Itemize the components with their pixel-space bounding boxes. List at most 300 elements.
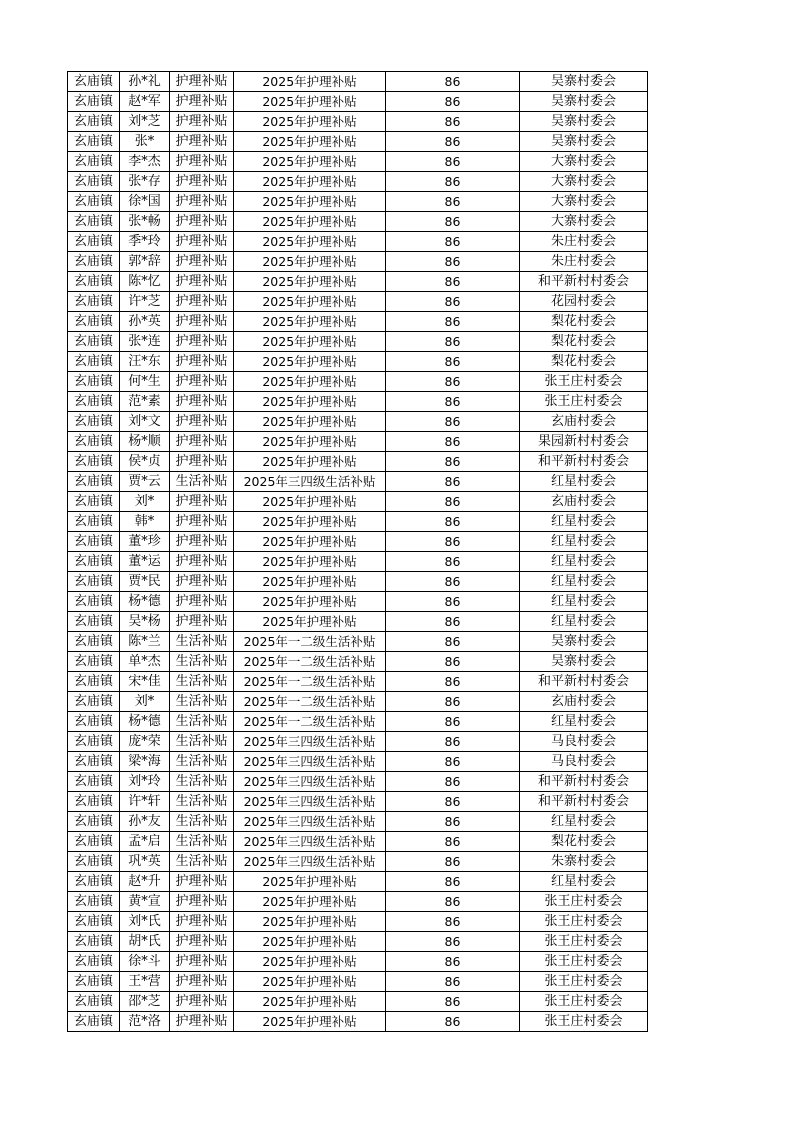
amount-cell: 86 (386, 232, 520, 252)
amount-cell: 86 (386, 952, 520, 972)
committee-cell: 和平新村村委会 (520, 272, 648, 292)
committee-cell: 马良村委会 (520, 752, 648, 772)
committee-cell: 玄庙村委会 (520, 412, 648, 432)
name-cell: 侯*贞 (120, 452, 170, 472)
name-cell: 范*素 (120, 392, 170, 412)
item-cell: 2025年一二级生活补贴 (234, 652, 386, 672)
table-row (68, 872, 648, 892)
category-cell: 护理补贴 (170, 452, 234, 472)
name-cell: 许*芝 (120, 292, 170, 312)
table-row (68, 912, 648, 932)
amount-cell: 86 (386, 572, 520, 592)
committee-cell: 红星村委会 (520, 612, 648, 632)
category-cell: 护理补贴 (170, 372, 234, 392)
amount-cell: 86 (386, 1012, 520, 1032)
table-row (68, 552, 648, 572)
table-row (68, 772, 648, 792)
category-cell: 护理补贴 (170, 252, 234, 272)
category-cell: 护理补贴 (170, 552, 234, 572)
table-row (68, 232, 648, 252)
amount-cell: 86 (386, 512, 520, 532)
item-cell: 2025年护理补贴 (234, 572, 386, 592)
item-cell: 2025年护理补贴 (234, 612, 386, 632)
name-cell: 邵*芝 (120, 992, 170, 1012)
town-cell: 玄庙镇 (68, 372, 120, 392)
committee-cell: 红星村委会 (520, 512, 648, 532)
committee-cell: 张王庄村委会 (520, 912, 648, 932)
item-cell: 2025年护理补贴 (234, 912, 386, 932)
table-row (68, 972, 648, 992)
name-cell: 郭*辞 (120, 252, 170, 272)
table-row (68, 132, 648, 152)
committee-cell: 和平新村村委会 (520, 452, 648, 472)
item-cell: 2025年三四级生活补贴 (234, 852, 386, 872)
table-body (68, 72, 648, 1032)
item-cell: 2025年护理补贴 (234, 252, 386, 272)
name-cell: 王*营 (120, 972, 170, 992)
committee-cell: 张王庄村委会 (520, 892, 648, 912)
item-cell: 2025年护理补贴 (234, 512, 386, 532)
item-cell: 2025年三四级生活补贴 (234, 792, 386, 812)
item-cell: 2025年护理补贴 (234, 332, 386, 352)
name-cell: 杨*顺 (120, 432, 170, 452)
amount-cell: 86 (386, 72, 520, 92)
committee-cell: 张王庄村委会 (520, 392, 648, 412)
table-row (68, 372, 648, 392)
category-cell: 生活补贴 (170, 692, 234, 712)
town-cell: 玄庙镇 (68, 992, 120, 1012)
amount-cell: 86 (386, 352, 520, 372)
name-cell: 李*杰 (120, 152, 170, 172)
amount-cell: 86 (386, 312, 520, 332)
town-cell: 玄庙镇 (68, 632, 120, 652)
town-cell: 玄庙镇 (68, 592, 120, 612)
amount-cell: 86 (386, 672, 520, 692)
name-cell: 董*珍 (120, 532, 170, 552)
category-cell: 护理补贴 (170, 912, 234, 932)
category-cell: 护理补贴 (170, 292, 234, 312)
town-cell: 玄庙镇 (68, 672, 120, 692)
table-row (68, 412, 648, 432)
amount-cell: 86 (386, 412, 520, 432)
category-cell: 生活补贴 (170, 752, 234, 772)
name-cell: 宋*佳 (120, 672, 170, 692)
committee-cell: 梨花村委会 (520, 352, 648, 372)
item-cell: 2025年一二级生活补贴 (234, 692, 386, 712)
item-cell: 2025年护理补贴 (234, 992, 386, 1012)
table-row (68, 252, 648, 272)
category-cell: 护理补贴 (170, 272, 234, 292)
name-cell: 孙*礼 (120, 72, 170, 92)
category-cell: 护理补贴 (170, 112, 234, 132)
amount-cell: 86 (386, 332, 520, 352)
table-row (68, 212, 648, 232)
name-cell: 刘* (120, 692, 170, 712)
name-cell: 赵*军 (120, 92, 170, 112)
committee-cell: 吴寨村委会 (520, 632, 648, 652)
amount-cell: 86 (386, 212, 520, 232)
town-cell: 玄庙镇 (68, 512, 120, 532)
category-cell: 护理补贴 (170, 232, 234, 252)
committee-cell: 吴寨村委会 (520, 72, 648, 92)
table-row (68, 472, 648, 492)
amount-cell: 86 (386, 392, 520, 412)
town-cell: 玄庙镇 (68, 612, 120, 632)
item-cell: 2025年护理补贴 (234, 552, 386, 572)
amount-cell: 86 (386, 832, 520, 852)
name-cell: 董*运 (120, 552, 170, 572)
name-cell: 刘*芝 (120, 112, 170, 132)
name-cell: 刘*文 (120, 412, 170, 432)
category-cell: 护理补贴 (170, 592, 234, 612)
town-cell: 玄庙镇 (68, 432, 120, 452)
name-cell: 刘*玲 (120, 772, 170, 792)
committee-cell: 张王庄村委会 (520, 992, 648, 1012)
category-cell: 生活补贴 (170, 852, 234, 872)
town-cell: 玄庙镇 (68, 852, 120, 872)
town-cell: 玄庙镇 (68, 392, 120, 412)
name-cell: 张*畅 (120, 212, 170, 232)
table-row (68, 572, 648, 592)
item-cell: 2025年护理补贴 (234, 92, 386, 112)
category-cell: 护理补贴 (170, 312, 234, 332)
name-cell: 梁*海 (120, 752, 170, 772)
town-cell: 玄庙镇 (68, 792, 120, 812)
name-cell: 杨*德 (120, 712, 170, 732)
table-row (68, 852, 648, 872)
committee-cell: 张王庄村委会 (520, 952, 648, 972)
name-cell: 贾*民 (120, 572, 170, 592)
item-cell: 2025年护理补贴 (234, 892, 386, 912)
committee-cell: 梨花村委会 (520, 832, 648, 852)
town-cell: 玄庙镇 (68, 332, 120, 352)
town-cell: 玄庙镇 (68, 552, 120, 572)
category-cell: 护理补贴 (170, 152, 234, 172)
amount-cell: 86 (386, 732, 520, 752)
town-cell: 玄庙镇 (68, 112, 120, 132)
town-cell: 玄庙镇 (68, 472, 120, 492)
table-row (68, 432, 648, 452)
category-cell: 护理补贴 (170, 612, 234, 632)
item-cell: 2025年一二级生活补贴 (234, 712, 386, 732)
name-cell: 徐*国 (120, 192, 170, 212)
item-cell: 2025年护理补贴 (234, 212, 386, 232)
town-cell: 玄庙镇 (68, 452, 120, 472)
town-cell: 玄庙镇 (68, 812, 120, 832)
category-cell: 护理补贴 (170, 212, 234, 232)
town-cell: 玄庙镇 (68, 132, 120, 152)
amount-cell: 86 (386, 272, 520, 292)
amount-cell: 86 (386, 872, 520, 892)
name-cell: 张* (120, 132, 170, 152)
item-cell: 2025年护理补贴 (234, 192, 386, 212)
town-cell: 玄庙镇 (68, 732, 120, 752)
category-cell: 护理补贴 (170, 92, 234, 112)
item-cell: 2025年护理补贴 (234, 952, 386, 972)
name-cell: 贾*云 (120, 472, 170, 492)
category-cell: 生活补贴 (170, 652, 234, 672)
committee-cell: 玄庙村委会 (520, 492, 648, 512)
committee-cell: 张王庄村委会 (520, 932, 648, 952)
table-row (68, 532, 648, 552)
committee-cell: 朱庄村委会 (520, 252, 648, 272)
amount-cell: 86 (386, 252, 520, 272)
amount-cell: 86 (386, 932, 520, 952)
table-row (68, 712, 648, 732)
name-cell: 何*生 (120, 372, 170, 392)
town-cell: 玄庙镇 (68, 912, 120, 932)
name-cell: 张*存 (120, 172, 170, 192)
committee-cell: 张王庄村委会 (520, 972, 648, 992)
subsidy-table (67, 71, 648, 1032)
town-cell: 玄庙镇 (68, 572, 120, 592)
amount-cell: 86 (386, 452, 520, 472)
committee-cell: 红星村委会 (520, 472, 648, 492)
table-row (68, 492, 648, 512)
category-cell: 生活补贴 (170, 732, 234, 752)
table-row (68, 332, 648, 352)
category-cell: 护理补贴 (170, 432, 234, 452)
committee-cell: 大寨村委会 (520, 212, 648, 232)
committee-cell: 花园村委会 (520, 292, 648, 312)
item-cell: 2025年护理补贴 (234, 232, 386, 252)
item-cell: 2025年护理补贴 (234, 112, 386, 132)
town-cell: 玄庙镇 (68, 412, 120, 432)
item-cell: 2025年护理补贴 (234, 592, 386, 612)
committee-cell: 马良村委会 (520, 732, 648, 752)
amount-cell: 86 (386, 472, 520, 492)
table-row (68, 652, 648, 672)
category-cell: 护理补贴 (170, 512, 234, 532)
category-cell: 护理补贴 (170, 72, 234, 92)
town-cell: 玄庙镇 (68, 92, 120, 112)
name-cell: 孟*启 (120, 832, 170, 852)
category-cell: 护理补贴 (170, 1012, 234, 1032)
table-row (68, 752, 648, 772)
amount-cell: 86 (386, 152, 520, 172)
item-cell: 2025年护理补贴 (234, 872, 386, 892)
category-cell: 护理补贴 (170, 992, 234, 1012)
name-cell: 黄*宣 (120, 892, 170, 912)
committee-cell: 和平新村村委会 (520, 772, 648, 792)
committee-cell: 吴寨村委会 (520, 132, 648, 152)
item-cell: 2025年护理补贴 (234, 132, 386, 152)
committee-cell: 大寨村委会 (520, 192, 648, 212)
name-cell: 汪*东 (120, 352, 170, 372)
town-cell: 玄庙镇 (68, 1012, 120, 1032)
table-row (68, 292, 648, 312)
amount-cell: 86 (386, 892, 520, 912)
name-cell: 陈*忆 (120, 272, 170, 292)
item-cell: 2025年三四级生活补贴 (234, 832, 386, 852)
table-row (68, 112, 648, 132)
committee-cell: 张王庄村委会 (520, 1012, 648, 1032)
category-cell: 生活补贴 (170, 712, 234, 732)
town-cell: 玄庙镇 (68, 192, 120, 212)
category-cell: 护理补贴 (170, 132, 234, 152)
amount-cell: 86 (386, 492, 520, 512)
town-cell: 玄庙镇 (68, 832, 120, 852)
item-cell: 2025年护理补贴 (234, 532, 386, 552)
table-row (68, 172, 648, 192)
amount-cell: 86 (386, 172, 520, 192)
name-cell: 赵*升 (120, 872, 170, 892)
category-cell: 生活补贴 (170, 812, 234, 832)
town-cell: 玄庙镇 (68, 492, 120, 512)
item-cell: 2025年护理补贴 (234, 292, 386, 312)
table-row (68, 732, 648, 752)
committee-cell: 红星村委会 (520, 592, 648, 612)
amount-cell: 86 (386, 632, 520, 652)
category-cell: 生活补贴 (170, 632, 234, 652)
category-cell: 生活补贴 (170, 832, 234, 852)
table-row (68, 312, 648, 332)
category-cell: 护理补贴 (170, 352, 234, 372)
item-cell: 2025年护理补贴 (234, 432, 386, 452)
item-cell: 2025年护理补贴 (234, 272, 386, 292)
amount-cell: 86 (386, 612, 520, 632)
item-cell: 2025年三四级生活补贴 (234, 752, 386, 772)
amount-cell: 86 (386, 852, 520, 872)
table-row (68, 72, 648, 92)
town-cell: 玄庙镇 (68, 872, 120, 892)
name-cell: 吴*杨 (120, 612, 170, 632)
amount-cell: 86 (386, 432, 520, 452)
committee-cell: 朱庄村委会 (520, 232, 648, 252)
item-cell: 2025年一二级生活补贴 (234, 672, 386, 692)
name-cell: 孙*友 (120, 812, 170, 832)
amount-cell: 86 (386, 532, 520, 552)
name-cell: 陈*兰 (120, 632, 170, 652)
town-cell: 玄庙镇 (68, 352, 120, 372)
town-cell: 玄庙镇 (68, 772, 120, 792)
name-cell: 张*连 (120, 332, 170, 352)
category-cell: 护理补贴 (170, 192, 234, 212)
table-row (68, 952, 648, 972)
committee-cell: 和平新村村委会 (520, 672, 648, 692)
committee-cell: 果园新村村委会 (520, 432, 648, 452)
town-cell: 玄庙镇 (68, 532, 120, 552)
category-cell: 生活补贴 (170, 792, 234, 812)
town-cell: 玄庙镇 (68, 712, 120, 732)
amount-cell: 86 (386, 292, 520, 312)
item-cell: 2025年三四级生活补贴 (234, 732, 386, 752)
amount-cell: 86 (386, 972, 520, 992)
town-cell: 玄庙镇 (68, 252, 120, 272)
table-row (68, 932, 648, 952)
category-cell: 护理补贴 (170, 952, 234, 972)
committee-cell: 吴寨村委会 (520, 92, 648, 112)
committee-cell: 玄庙村委会 (520, 692, 648, 712)
committee-cell: 朱寨村委会 (520, 852, 648, 872)
category-cell: 护理补贴 (170, 392, 234, 412)
town-cell: 玄庙镇 (68, 932, 120, 952)
amount-cell: 86 (386, 812, 520, 832)
category-cell: 护理补贴 (170, 892, 234, 912)
table-row (68, 612, 648, 632)
committee-cell: 红星村委会 (520, 552, 648, 572)
item-cell: 2025年护理补贴 (234, 372, 386, 392)
item-cell: 2025年三四级生活补贴 (234, 472, 386, 492)
committee-cell: 红星村委会 (520, 712, 648, 732)
item-cell: 2025年护理补贴 (234, 352, 386, 372)
town-cell: 玄庙镇 (68, 312, 120, 332)
town-cell: 玄庙镇 (68, 272, 120, 292)
amount-cell: 86 (386, 92, 520, 112)
town-cell: 玄庙镇 (68, 72, 120, 92)
town-cell: 玄庙镇 (68, 292, 120, 312)
table-row (68, 672, 648, 692)
table-row (68, 992, 648, 1012)
name-cell: 徐*斗 (120, 952, 170, 972)
table-row (68, 512, 648, 532)
amount-cell: 86 (386, 592, 520, 612)
committee-cell: 梨花村委会 (520, 332, 648, 352)
town-cell: 玄庙镇 (68, 752, 120, 772)
amount-cell: 86 (386, 192, 520, 212)
item-cell: 2025年一二级生活补贴 (234, 632, 386, 652)
item-cell: 2025年护理补贴 (234, 312, 386, 332)
committee-cell: 大寨村委会 (520, 152, 648, 172)
name-cell: 范*洛 (120, 1012, 170, 1032)
amount-cell: 86 (386, 792, 520, 812)
table-row (68, 92, 648, 112)
item-cell: 2025年护理补贴 (234, 1012, 386, 1032)
item-cell: 2025年护理补贴 (234, 972, 386, 992)
name-cell: 季*玲 (120, 232, 170, 252)
name-cell: 刘* (120, 492, 170, 512)
amount-cell: 86 (386, 712, 520, 732)
category-cell: 护理补贴 (170, 492, 234, 512)
amount-cell: 86 (386, 692, 520, 712)
amount-cell: 86 (386, 112, 520, 132)
town-cell: 玄庙镇 (68, 972, 120, 992)
category-cell: 护理补贴 (170, 872, 234, 892)
committee-cell: 吴寨村委会 (520, 652, 648, 672)
table-row (68, 832, 648, 852)
item-cell: 2025年护理补贴 (234, 152, 386, 172)
town-cell: 玄庙镇 (68, 152, 120, 172)
name-cell: 单*杰 (120, 652, 170, 672)
name-cell: 刘*氏 (120, 912, 170, 932)
name-cell: 孙*英 (120, 312, 170, 332)
amount-cell: 86 (386, 752, 520, 772)
item-cell: 2025年三四级生活补贴 (234, 812, 386, 832)
town-cell: 玄庙镇 (68, 692, 120, 712)
table-row (68, 272, 648, 292)
name-cell: 胡*氏 (120, 932, 170, 952)
category-cell: 生活补贴 (170, 672, 234, 692)
committee-cell: 红星村委会 (520, 872, 648, 892)
item-cell: 2025年三四级生活补贴 (234, 772, 386, 792)
item-cell: 2025年护理补贴 (234, 492, 386, 512)
category-cell: 护理补贴 (170, 172, 234, 192)
name-cell: 庞*荣 (120, 732, 170, 752)
table-row (68, 392, 648, 412)
item-cell: 2025年护理补贴 (234, 172, 386, 192)
table-row (68, 452, 648, 472)
name-cell: 巩*英 (120, 852, 170, 872)
name-cell: 韩* (120, 512, 170, 532)
table-row (68, 152, 648, 172)
committee-cell: 张王庄村委会 (520, 372, 648, 392)
committee-cell: 红星村委会 (520, 812, 648, 832)
item-cell: 2025年护理补贴 (234, 392, 386, 412)
amount-cell: 86 (386, 372, 520, 392)
category-cell: 护理补贴 (170, 412, 234, 432)
name-cell: 许*轩 (120, 792, 170, 812)
item-cell: 2025年护理补贴 (234, 412, 386, 432)
